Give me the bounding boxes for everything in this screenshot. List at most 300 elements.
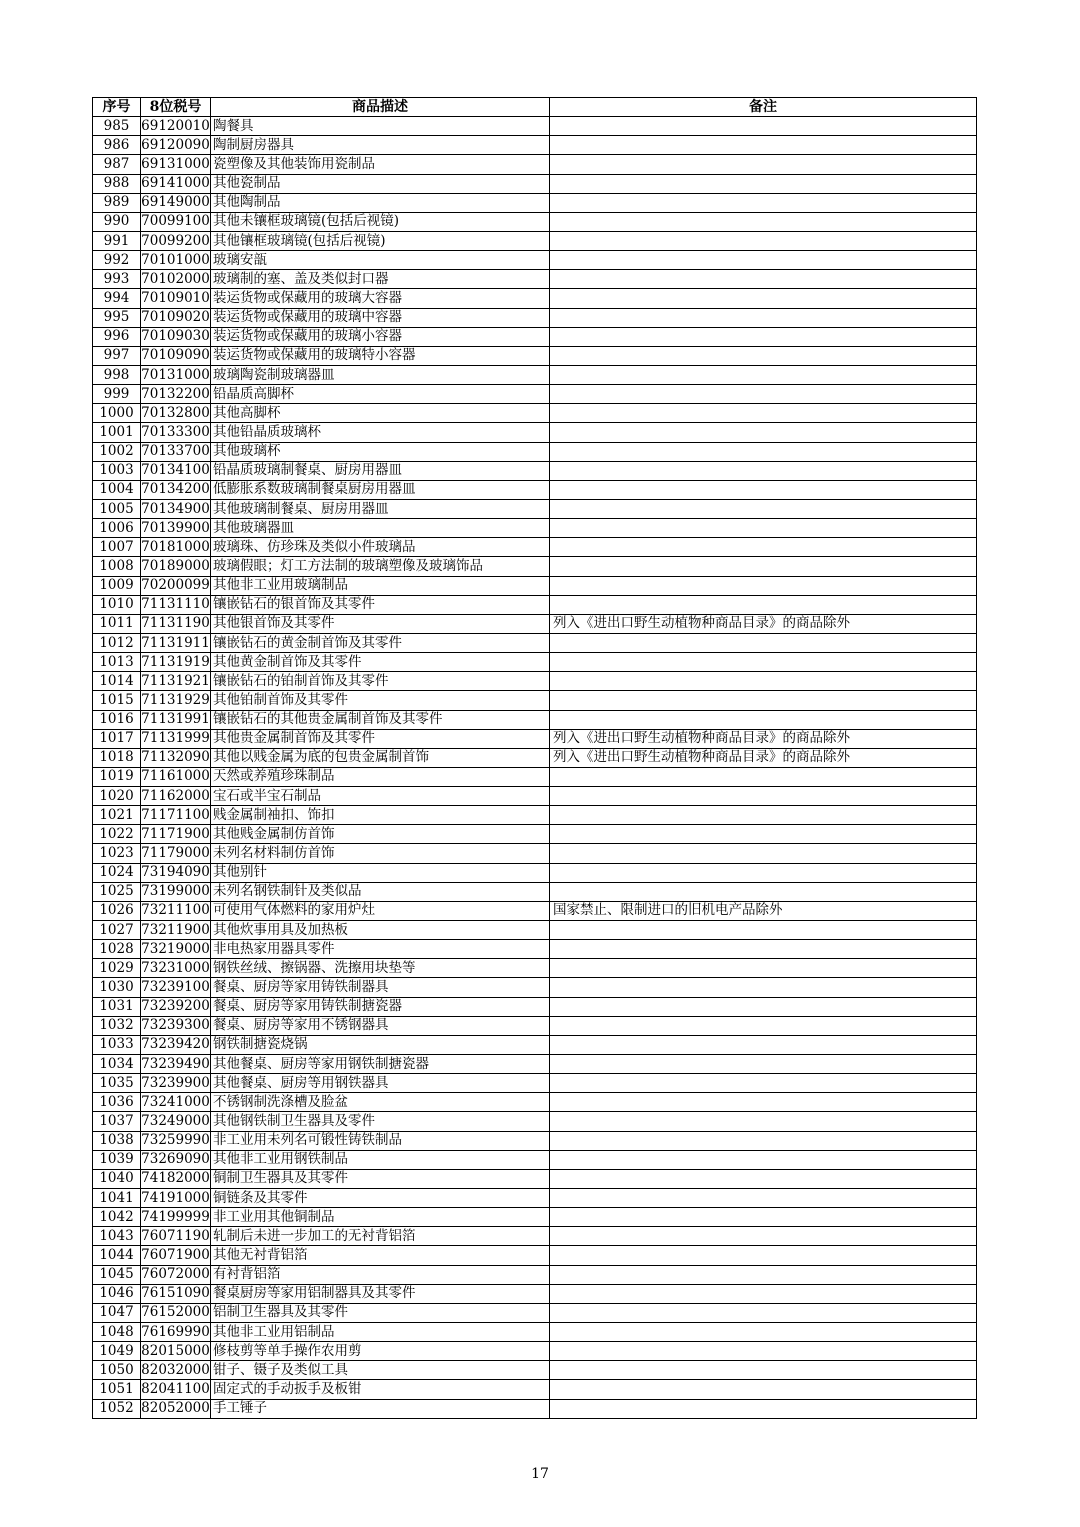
row-seq: 991 <box>93 231 141 250</box>
row-seq: 1007 <box>93 538 141 557</box>
row-code: 70109030 <box>141 327 211 346</box>
table-row <box>93 825 977 844</box>
row-code: 82015000 <box>141 1342 211 1361</box>
row-note: 列入《进出口野生动植物种商品目录》的商品除外 <box>550 729 977 748</box>
row-code: 70101000 <box>141 251 211 270</box>
row-code: 73239100 <box>141 978 211 997</box>
row-seq: 989 <box>93 193 141 212</box>
row-note <box>550 978 977 997</box>
row-code: 71131991 <box>141 710 211 729</box>
row-note <box>550 806 977 825</box>
row-description: 其他非工业用钢铁制品 <box>211 1150 550 1169</box>
row-seq: 1011 <box>93 614 141 633</box>
row-code: 73241000 <box>141 1093 211 1112</box>
row-code: 74191000 <box>141 1189 211 1208</box>
table-row <box>93 691 977 710</box>
row-note <box>550 538 977 557</box>
row-note <box>550 365 977 384</box>
row-description: 固定式的手动扳手及板钳 <box>211 1380 550 1399</box>
row-seq: 988 <box>93 174 141 193</box>
table-row <box>93 959 977 978</box>
row-code: 71131190 <box>141 614 211 633</box>
row-seq: 1023 <box>93 844 141 863</box>
table-row <box>93 595 977 614</box>
row-seq: 1012 <box>93 633 141 652</box>
row-description: 有衬背铝箔 <box>211 1265 550 1284</box>
table-row <box>93 748 977 767</box>
row-code: 71171900 <box>141 825 211 844</box>
row-code: 82052000 <box>141 1399 211 1418</box>
row-code: 70189000 <box>141 557 211 576</box>
row-code: 71131929 <box>141 691 211 710</box>
table-row <box>93 710 977 729</box>
table-row <box>93 1093 977 1112</box>
row-seq: 1052 <box>93 1399 141 1418</box>
row-description: 钢铁制搪瓷烧锅 <box>211 1035 550 1054</box>
row-code: 71131911 <box>141 633 211 652</box>
row-seq: 1039 <box>93 1150 141 1169</box>
row-code: 69149000 <box>141 193 211 212</box>
table-row <box>93 1323 977 1342</box>
row-code: 73239420 <box>141 1035 211 1054</box>
row-seq: 1028 <box>93 940 141 959</box>
tariff-table <box>92 97 977 1419</box>
row-note <box>550 1361 977 1380</box>
row-note <box>550 404 977 423</box>
table-row <box>93 576 977 595</box>
row-description: 手工锤子 <box>211 1399 550 1418</box>
table-row <box>93 136 977 155</box>
row-note <box>550 442 977 461</box>
row-description: 装运货物或保藏用的玻璃特小容器 <box>211 346 550 365</box>
row-description: 其他炊事用具及加热板 <box>211 921 550 940</box>
row-seq: 1003 <box>93 461 141 480</box>
row-seq: 1015 <box>93 691 141 710</box>
row-description: 其他钢铁制卫生器具及零件 <box>211 1112 550 1131</box>
row-note <box>550 461 977 480</box>
row-seq: 1034 <box>93 1055 141 1074</box>
table-row <box>93 480 977 499</box>
row-note <box>550 155 977 174</box>
table-row <box>93 270 977 289</box>
table-row <box>93 308 977 327</box>
row-description: 其他贵金属制首饰及其零件 <box>211 729 550 748</box>
row-note <box>550 691 977 710</box>
row-code: 71161000 <box>141 767 211 786</box>
row-note <box>550 672 977 691</box>
row-description: 其他瓷制品 <box>211 174 550 193</box>
table-row <box>93 1361 977 1380</box>
row-code: 69120090 <box>141 136 211 155</box>
row-note <box>550 1246 977 1265</box>
row-description: 其他别针 <box>211 863 550 882</box>
row-seq: 995 <box>93 308 141 327</box>
row-note <box>550 921 977 940</box>
row-code: 70131000 <box>141 365 211 384</box>
row-note <box>550 1035 977 1054</box>
row-seq: 1020 <box>93 787 141 806</box>
table-row <box>93 442 977 461</box>
row-code: 71131999 <box>141 729 211 748</box>
row-description: 非工业用未列名可锻性铸铁制品 <box>211 1131 550 1150</box>
row-note <box>550 1189 977 1208</box>
row-description: 其他玻璃制餐桌、厨房用器皿 <box>211 499 550 518</box>
table-row <box>93 1055 977 1074</box>
row-note <box>550 308 977 327</box>
row-seq: 1001 <box>93 423 141 442</box>
row-code: 70099200 <box>141 231 211 250</box>
row-description: 不锈钢制洗涤槽及脸盆 <box>211 1093 550 1112</box>
table-row <box>93 1265 977 1284</box>
table-row <box>93 806 977 825</box>
row-seq: 1045 <box>93 1265 141 1284</box>
row-code: 70134900 <box>141 499 211 518</box>
row-note <box>550 1055 977 1074</box>
row-seq: 1048 <box>93 1323 141 1342</box>
row-description: 钢铁丝绒、擦锅器、洗擦用块垫等 <box>211 959 550 978</box>
row-code: 74182000 <box>141 1169 211 1188</box>
row-seq: 1024 <box>93 863 141 882</box>
table-row <box>93 193 977 212</box>
header-code: 8位税号 <box>141 98 211 117</box>
table-row <box>93 844 977 863</box>
table-row <box>93 997 977 1016</box>
row-seq: 994 <box>93 289 141 308</box>
table-row <box>93 1016 977 1035</box>
row-description: 餐桌厨房等家用铝制器具及其零件 <box>211 1284 550 1303</box>
tariff-table-container <box>92 97 976 1419</box>
row-description: 玻璃安瓿 <box>211 251 550 270</box>
page-number: 17 <box>531 1466 549 1482</box>
row-code: 70134200 <box>141 480 211 499</box>
row-description: 其他玻璃器皿 <box>211 519 550 538</box>
row-code: 76072000 <box>141 1265 211 1284</box>
row-code: 73269090 <box>141 1150 211 1169</box>
row-note <box>550 1074 977 1093</box>
row-seq: 1005 <box>93 499 141 518</box>
row-code: 70132800 <box>141 404 211 423</box>
row-note <box>550 1323 977 1342</box>
row-code: 70133300 <box>141 423 211 442</box>
table-row <box>93 231 977 250</box>
row-seq: 999 <box>93 385 141 404</box>
row-note <box>550 653 977 672</box>
row-seq: 1031 <box>93 997 141 1016</box>
row-note <box>550 346 977 365</box>
table-row <box>93 672 977 691</box>
row-seq: 1022 <box>93 825 141 844</box>
header-seq: 序号 <box>93 98 141 117</box>
row-code: 71131919 <box>141 653 211 672</box>
row-description: 玻璃制的塞、盖及类似封口器 <box>211 270 550 289</box>
row-note <box>550 863 977 882</box>
table-row <box>93 901 977 920</box>
table-row <box>93 251 977 270</box>
row-code: 76152000 <box>141 1303 211 1322</box>
row-note: 列入《进出口野生动植物种商品目录》的商品除外 <box>550 748 977 767</box>
row-seq: 1010 <box>93 595 141 614</box>
row-seq: 1027 <box>93 921 141 940</box>
row-note <box>550 136 977 155</box>
row-seq: 1008 <box>93 557 141 576</box>
row-note <box>550 270 977 289</box>
table-row <box>93 557 977 576</box>
row-code: 76071190 <box>141 1227 211 1246</box>
row-description: 餐桌、厨房等家用不锈钢器具 <box>211 1016 550 1035</box>
row-seq: 993 <box>93 270 141 289</box>
row-description: 玻璃陶瓷制玻璃器皿 <box>211 365 550 384</box>
table-row <box>93 461 977 480</box>
table-row <box>93 1150 977 1169</box>
table-row <box>93 614 977 633</box>
row-note <box>550 1303 977 1322</box>
row-note <box>550 595 977 614</box>
row-description: 装运货物或保藏用的玻璃大容器 <box>211 289 550 308</box>
row-code: 71132090 <box>141 748 211 767</box>
row-seq: 996 <box>93 327 141 346</box>
table-row <box>93 653 977 672</box>
table-row <box>93 499 977 518</box>
row-note <box>550 710 977 729</box>
row-note <box>550 519 977 538</box>
row-note <box>550 1093 977 1112</box>
table-row <box>93 787 977 806</box>
row-note <box>550 231 977 250</box>
row-code: 71131921 <box>141 672 211 691</box>
row-description: 其他玻璃杯 <box>211 442 550 461</box>
table-row <box>93 1284 977 1303</box>
row-note <box>550 633 977 652</box>
row-description: 其他铂制首饰及其零件 <box>211 691 550 710</box>
table-row <box>93 729 977 748</box>
row-seq: 1035 <box>93 1074 141 1093</box>
table-row <box>93 1112 977 1131</box>
row-code: 73239200 <box>141 997 211 1016</box>
row-code: 73211900 <box>141 921 211 940</box>
table-row <box>93 1227 977 1246</box>
row-code: 70109010 <box>141 289 211 308</box>
row-description: 其他陶制品 <box>211 193 550 212</box>
row-code: 76169990 <box>141 1323 211 1342</box>
table-body <box>93 117 977 1419</box>
table-row <box>93 212 977 231</box>
row-note <box>550 1131 977 1150</box>
row-code: 70132200 <box>141 385 211 404</box>
row-code: 69120010 <box>141 117 211 136</box>
row-code: 74199999 <box>141 1208 211 1227</box>
row-seq: 997 <box>93 346 141 365</box>
table-row <box>93 1342 977 1361</box>
row-code: 76071900 <box>141 1246 211 1265</box>
table-row <box>93 519 977 538</box>
row-description: 瓷塑像及其他装饰用瓷制品 <box>211 155 550 174</box>
row-description: 其他黄金制首饰及其零件 <box>211 653 550 672</box>
table-row <box>93 1380 977 1399</box>
table-row <box>93 767 977 786</box>
row-code: 71179000 <box>141 844 211 863</box>
row-code: 70133700 <box>141 442 211 461</box>
row-seq: 1049 <box>93 1342 141 1361</box>
row-seq: 1017 <box>93 729 141 748</box>
row-code: 70134100 <box>141 461 211 480</box>
row-description: 餐桌、厨房等家用铸铁制器具 <box>211 978 550 997</box>
row-note <box>550 1208 977 1227</box>
table-row <box>93 978 977 997</box>
row-code: 73239490 <box>141 1055 211 1074</box>
table-row <box>93 1169 977 1188</box>
table-row <box>93 633 977 652</box>
row-note <box>550 1380 977 1399</box>
row-code: 73211100 <box>141 901 211 920</box>
row-seq: 1021 <box>93 806 141 825</box>
row-seq: 990 <box>93 212 141 231</box>
row-description: 未列名钢铁制针及类似品 <box>211 882 550 901</box>
row-code: 82032000 <box>141 1361 211 1380</box>
row-seq: 1037 <box>93 1112 141 1131</box>
row-seq: 1006 <box>93 519 141 538</box>
row-seq: 986 <box>93 136 141 155</box>
row-code: 70099100 <box>141 212 211 231</box>
row-description: 天然或养殖珍珠制品 <box>211 767 550 786</box>
row-note <box>550 480 977 499</box>
row-seq: 985 <box>93 117 141 136</box>
row-code: 82041100 <box>141 1380 211 1399</box>
table-row <box>93 538 977 557</box>
row-description: 非电热家用器具零件 <box>211 940 550 959</box>
row-note <box>550 940 977 959</box>
row-note <box>550 193 977 212</box>
table-row <box>93 863 977 882</box>
table-row <box>93 327 977 346</box>
row-description: 其他餐桌、厨房等用钢铁器具 <box>211 1074 550 1093</box>
table-row <box>93 1074 977 1093</box>
table-row <box>93 385 977 404</box>
row-note <box>550 1265 977 1284</box>
row-note <box>550 251 977 270</box>
row-description: 非工业用其他铜制品 <box>211 1208 550 1227</box>
row-code: 73219000 <box>141 940 211 959</box>
table-row <box>93 1189 977 1208</box>
row-seq: 1025 <box>93 882 141 901</box>
row-description: 轧制后未进一步加工的无衬背铝箔 <box>211 1227 550 1246</box>
row-description: 装运货物或保藏用的玻璃小容器 <box>211 327 550 346</box>
table-header-row <box>93 98 977 117</box>
row-note <box>550 576 977 595</box>
row-description: 低膨胀系数玻璃制餐桌厨房用器皿 <box>211 480 550 499</box>
row-description: 铝制卫生器具及其零件 <box>211 1303 550 1322</box>
row-seq: 1042 <box>93 1208 141 1227</box>
row-note: 国家禁止、限制进口的旧机电产品除外 <box>550 901 977 920</box>
table-row <box>93 365 977 384</box>
row-seq: 1030 <box>93 978 141 997</box>
row-description: 其他餐桌、厨房等家用钢铁制搪瓷器 <box>211 1055 550 1074</box>
row-description: 玻璃珠、仿珍珠及类似小件玻璃品 <box>211 538 550 557</box>
row-description: 铜链条及其零件 <box>211 1189 550 1208</box>
table-row <box>93 1035 977 1054</box>
table-row <box>93 882 977 901</box>
header-desc: 商品描述 <box>211 98 550 117</box>
table-row <box>93 921 977 940</box>
row-seq: 1000 <box>93 404 141 423</box>
row-description: 陶餐具 <box>211 117 550 136</box>
row-note <box>550 212 977 231</box>
row-note <box>550 1284 977 1303</box>
row-seq: 1038 <box>93 1131 141 1150</box>
row-seq: 1032 <box>93 1016 141 1035</box>
row-note <box>550 997 977 1016</box>
row-seq: 1040 <box>93 1169 141 1188</box>
table-row <box>93 1399 977 1418</box>
row-code: 73194090 <box>141 863 211 882</box>
row-description: 镶嵌钻石的黄金制首饰及其零件 <box>211 633 550 652</box>
row-seq: 1036 <box>93 1093 141 1112</box>
table-row <box>93 940 977 959</box>
row-code: 73259990 <box>141 1131 211 1150</box>
row-description: 其他无衬背铝箔 <box>211 1246 550 1265</box>
row-seq: 1029 <box>93 959 141 978</box>
row-description: 玻璃假眼；灯工方法制的玻璃塑像及玻璃饰品 <box>211 557 550 576</box>
row-description: 镶嵌钻石的铂制首饰及其零件 <box>211 672 550 691</box>
table-row <box>93 1131 977 1150</box>
row-code: 73231000 <box>141 959 211 978</box>
row-note <box>550 557 977 576</box>
row-description: 其他银首饰及其零件 <box>211 614 550 633</box>
row-seq: 1004 <box>93 480 141 499</box>
row-seq: 992 <box>93 251 141 270</box>
row-description: 镶嵌钻石的其他贵金属制首饰及其零件 <box>211 710 550 729</box>
row-code: 69131000 <box>141 155 211 174</box>
row-seq: 1016 <box>93 710 141 729</box>
row-seq: 1047 <box>93 1303 141 1322</box>
row-code: 71171100 <box>141 806 211 825</box>
row-note <box>550 117 977 136</box>
row-description: 其他以贱金属为底的包贵金属制首饰 <box>211 748 550 767</box>
row-seq: 1044 <box>93 1246 141 1265</box>
table-row <box>93 1246 977 1265</box>
table-row <box>93 423 977 442</box>
row-description: 其他非工业用玻璃制品 <box>211 576 550 595</box>
row-description: 铅晶质高脚杯 <box>211 385 550 404</box>
row-code: 73239300 <box>141 1016 211 1035</box>
row-seq: 1013 <box>93 653 141 672</box>
row-note <box>550 499 977 518</box>
row-description: 陶制厨房器具 <box>211 136 550 155</box>
row-description: 铜制卫生器具及其零件 <box>211 1169 550 1188</box>
row-note <box>550 1112 977 1131</box>
row-note <box>550 767 977 786</box>
row-description: 未列名材料制仿首饰 <box>211 844 550 863</box>
row-description: 餐桌、厨房等家用铸铁制搪瓷器 <box>211 997 550 1016</box>
row-code: 70139900 <box>141 519 211 538</box>
row-code: 71162000 <box>141 787 211 806</box>
row-seq: 1002 <box>93 442 141 461</box>
row-seq: 1050 <box>93 1361 141 1380</box>
row-note <box>550 1169 977 1188</box>
row-code: 70181000 <box>141 538 211 557</box>
row-seq: 1014 <box>93 672 141 691</box>
row-seq: 998 <box>93 365 141 384</box>
row-note <box>550 385 977 404</box>
table-row <box>93 346 977 365</box>
row-seq: 987 <box>93 155 141 174</box>
row-note <box>550 882 977 901</box>
row-note <box>550 959 977 978</box>
row-description: 宝石或半宝石制品 <box>211 787 550 806</box>
table-row <box>93 289 977 308</box>
row-code: 76151090 <box>141 1284 211 1303</box>
table-row <box>93 155 977 174</box>
row-note <box>550 1399 977 1418</box>
